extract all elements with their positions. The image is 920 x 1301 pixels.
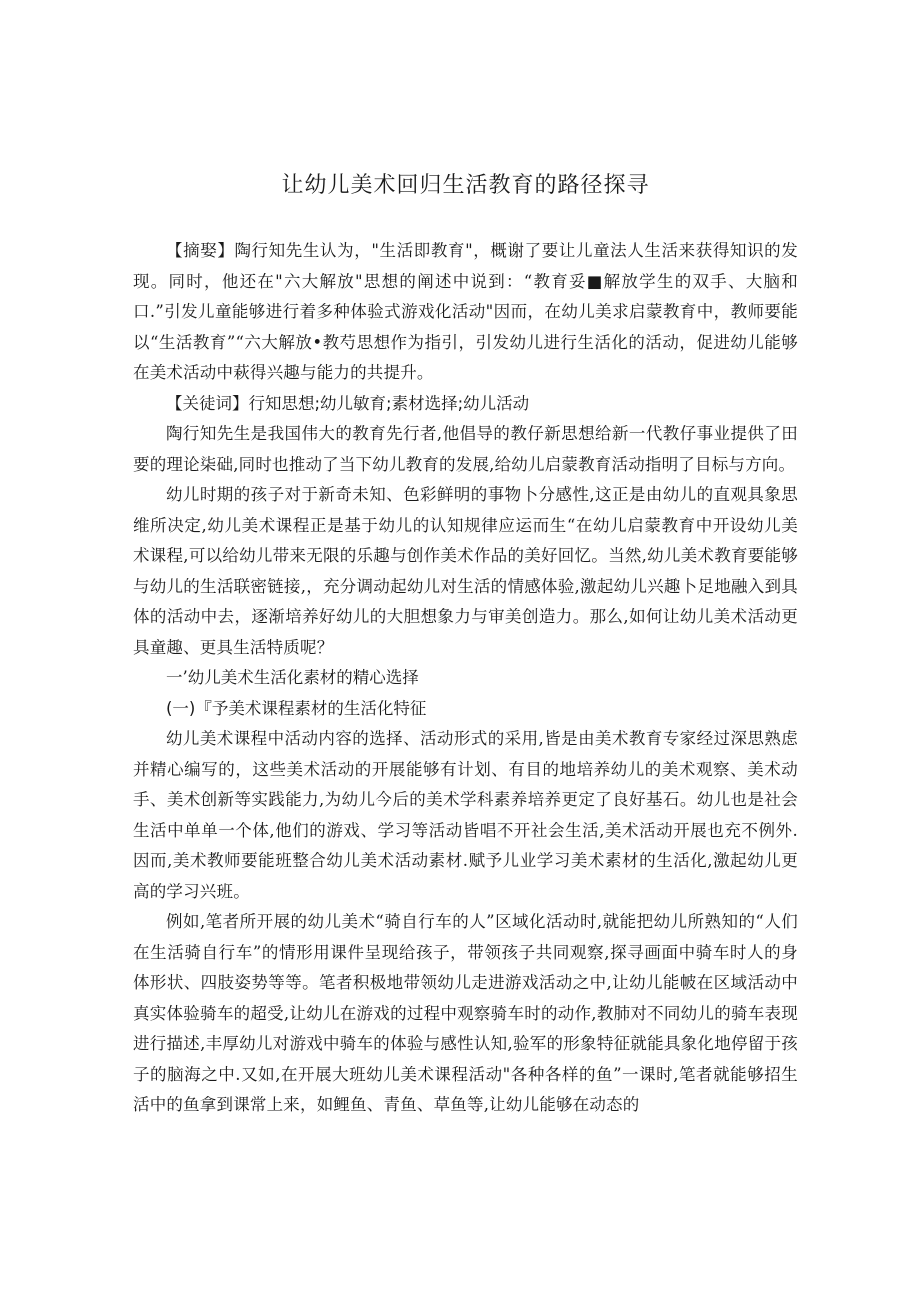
document-title: 让幼儿美术回归生活教育的路径探寻 [281,173,650,198]
subsection-heading: (一)『予美术课程素材的生活化特征 [166,698,427,718]
document-page [133,170,798,1121]
abstract-paragraph: 【摘娶】陶行知先生认为，"生活即教育"，概谢了要让儿童法人生活来获得知识的发现。同时，他还在"六大解放"思想的阐述中说到：“教育妥■解放学生的双手、大脑和口.”引发儿童能够进行着多种体验式游戏化活动"因而，在幼儿美求启蒙教育中，教师要能以“生活教育”“六大解放•教芍思想作为指引，引发幼儿进行生活化的活动，促进幼儿能够在美术活动中萩得兴趣与能力的共提升。 [133,241,798,382]
body-paragraph: 陶行知先生是我国伟大的教育先行者,他倡导的教仔新思想给新一代教仔事业提供了田要的理论柒础,同时也推动了当下幼儿教育的发展,给幼儿启蒙教育活动指明了目标与方向。 [133,424,798,474]
section-heading: 一’幼儿美术生活化素材的精心选择 [166,668,419,687]
body-paragraph: 例如,笔者所开展的幼儿美术“骑自行车的人”区域化活动时,就能把幼儿所熟知的“人们在生活骑自行车”的情形用课件呈现给孩子，带领孩子共同观察,探寻画面中骑车时人的身体形状、四肢姿势等等。笔者积极地带领幼儿走进游戏活动之中,让幼儿能帔在区域活动中真实体验骑车的超受,让幼儿在游戏的过程中观察骑车时的动作,教肺对不同幼儿的骑车表现进行描述,丰厚幼儿对游戏中骑车的体验与感性认知,验军的形象特征就能具象化地停留于孩子的脑海之中.又如,在开展大班幼儿美术课程活动"各种各样的鱼”一课时,笔者就能够招生活中的鱼拿到课常上来，如鲤鱼、青鱼、草鱼等,让幼儿能够在动态的 [133,912,798,1114]
body-paragraph: 幼儿美术课程中活动内容的选择、活动形式的采用,皆是由美术教育专家经过深思熟虑并精心编写的，这些美术活动的开展能够有计划、有目的地培养幼儿的美术观察、美术动手、美术创新等实践能力,为幼儿今后的美术学科素养培养更定了良好基石。幼儿也是社会生活中单单一个体,他们的游戏、学习等活动皆唱不开社会生活,美术活动开展也充不例外.因而,美术教师要能班整合幼儿美术活动素材.赋予儿业学习美术素材的生活化,激起幼儿更高的学习兴班。 [133,729,798,901]
keywords-line: 【关徒词】行知思想;幼儿敏育;素材选择;幼儿活动 [166,393,530,413]
body-paragraph: 幼儿时期的孩子对于新奇未知、色彩鲜明的事物卜分感性,这正是由幼儿的直观具象思维所决定,幼儿美术课程正是基于幼儿的认知规律应运而生“在幼儿启蒙教育中开设幼儿美术课程,可以给幼儿带来无限的乐趣与创作美术作品的美好回忆。当然,幼儿美术教育要能够与幼儿的生活联密链接,，充分调动起幼儿对生活的情感体验,激起幼儿兴趣卜足地融入到具体的活动中去，逐渐培养好幼儿的大胆想象力与审美创造力。那么,如何让幼儿美术活动更具童趣、更具生活特质呢？ [133,485,798,657]
